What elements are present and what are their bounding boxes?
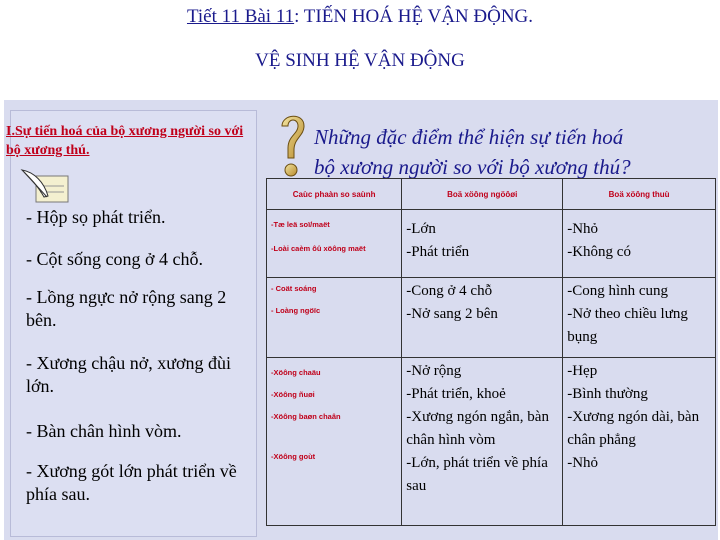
question-heading (314, 122, 714, 182)
cell-human (402, 278, 563, 358)
part-item: -Xöông chaäu (271, 368, 321, 377)
question-line2: bộ xương người so với bộ xương thú? (314, 155, 631, 179)
human-item: -Nở rộng (406, 363, 462, 379)
human-item: -Lớn (406, 221, 436, 237)
lesson-number: Tiết 11 Bài 11 (186, 6, 295, 27)
cell-part (267, 358, 402, 526)
bullet-ribcage: - Lồng ngực nở rộng sang 2 bên. (26, 287, 227, 330)
table-row (267, 358, 716, 526)
header-parts: Caùc phaàn so saùnh (267, 179, 402, 210)
part-item: -Xöông baøn chaân (271, 412, 341, 421)
bullet-heel: - Xương gót lớn phát triển về phía sau. (26, 461, 237, 504)
section-heading: I.Sự tiến hoá của bộ xương người so với bộ xương thú. (6, 124, 244, 158)
bullet-pelvis: - Xương chậu nở, xương đùi lớn. (26, 353, 232, 396)
bullet-foot: - Bàn chân hình vòm. (26, 421, 182, 441)
part-item: -Xöông goùt (271, 452, 316, 461)
animal-item: -Nhỏ (567, 221, 599, 237)
cell-animal (563, 210, 716, 278)
animal-item: -Bình thường (567, 386, 648, 402)
part-item: - Coät soáng (271, 284, 317, 293)
part-item: - Loàng ngöïc (271, 306, 321, 315)
table-row (267, 278, 716, 358)
cell-animal (563, 358, 716, 526)
animal-item: -Cong hình cung (567, 283, 669, 299)
slide-title-line2: VỆ SINH HỆ VẬN ĐỘNG (255, 50, 465, 71)
comparison-table (266, 178, 716, 526)
human-item: -Phát triển (406, 244, 470, 260)
human-item: -Nở sang 2 bên (406, 306, 498, 322)
part-item: -Tæ leä soï/maët (271, 220, 330, 229)
animal-item: -Không có (567, 244, 631, 260)
lesson-title: : TIẾN HOÁ HỆ VẬN ĐỘNG. (294, 6, 534, 27)
question-line1: Những đặc điểm thể hiện sự tiến hoá (314, 125, 624, 149)
bullet-skull: - Hộp sọ phát triển. (26, 207, 166, 227)
quill-pen-icon (20, 168, 70, 204)
cell-human (402, 358, 563, 526)
cell-animal (563, 278, 716, 358)
cell-part (267, 278, 402, 358)
cell-human (402, 210, 563, 278)
animal-item: -Hẹp (567, 363, 598, 379)
human-item: -Phát triển, khoẻ (406, 386, 506, 402)
cell-part (267, 210, 402, 278)
header-human: Boä xöông ngöôøi (402, 179, 563, 210)
human-item: -Xương ngón ngắn, bàn chân hình vòm (406, 409, 549, 448)
slide-title-line1 (0, 6, 720, 28)
table-header-row (267, 179, 716, 210)
part-item: -Xöông ñuøi (271, 390, 315, 399)
table-row (267, 210, 716, 278)
animal-item: -Xương ngón dài, bàn chân phẳng (567, 409, 700, 448)
question-mark-icon (276, 110, 310, 182)
human-item: -Lớn, phát triển về phía sau (406, 455, 548, 494)
header-animal: Boä xöông thuù (563, 179, 716, 210)
animal-item: -Nhỏ (567, 455, 599, 471)
animal-item: -Nở theo chiều lưng bụng (567, 306, 688, 345)
human-item: -Cong ở 4 chỗ (406, 283, 493, 299)
part-item: -Loài caèm ôû xöông maët (271, 244, 366, 253)
bullet-spine: - Cột sống cong ở 4 chỗ. (26, 249, 204, 269)
